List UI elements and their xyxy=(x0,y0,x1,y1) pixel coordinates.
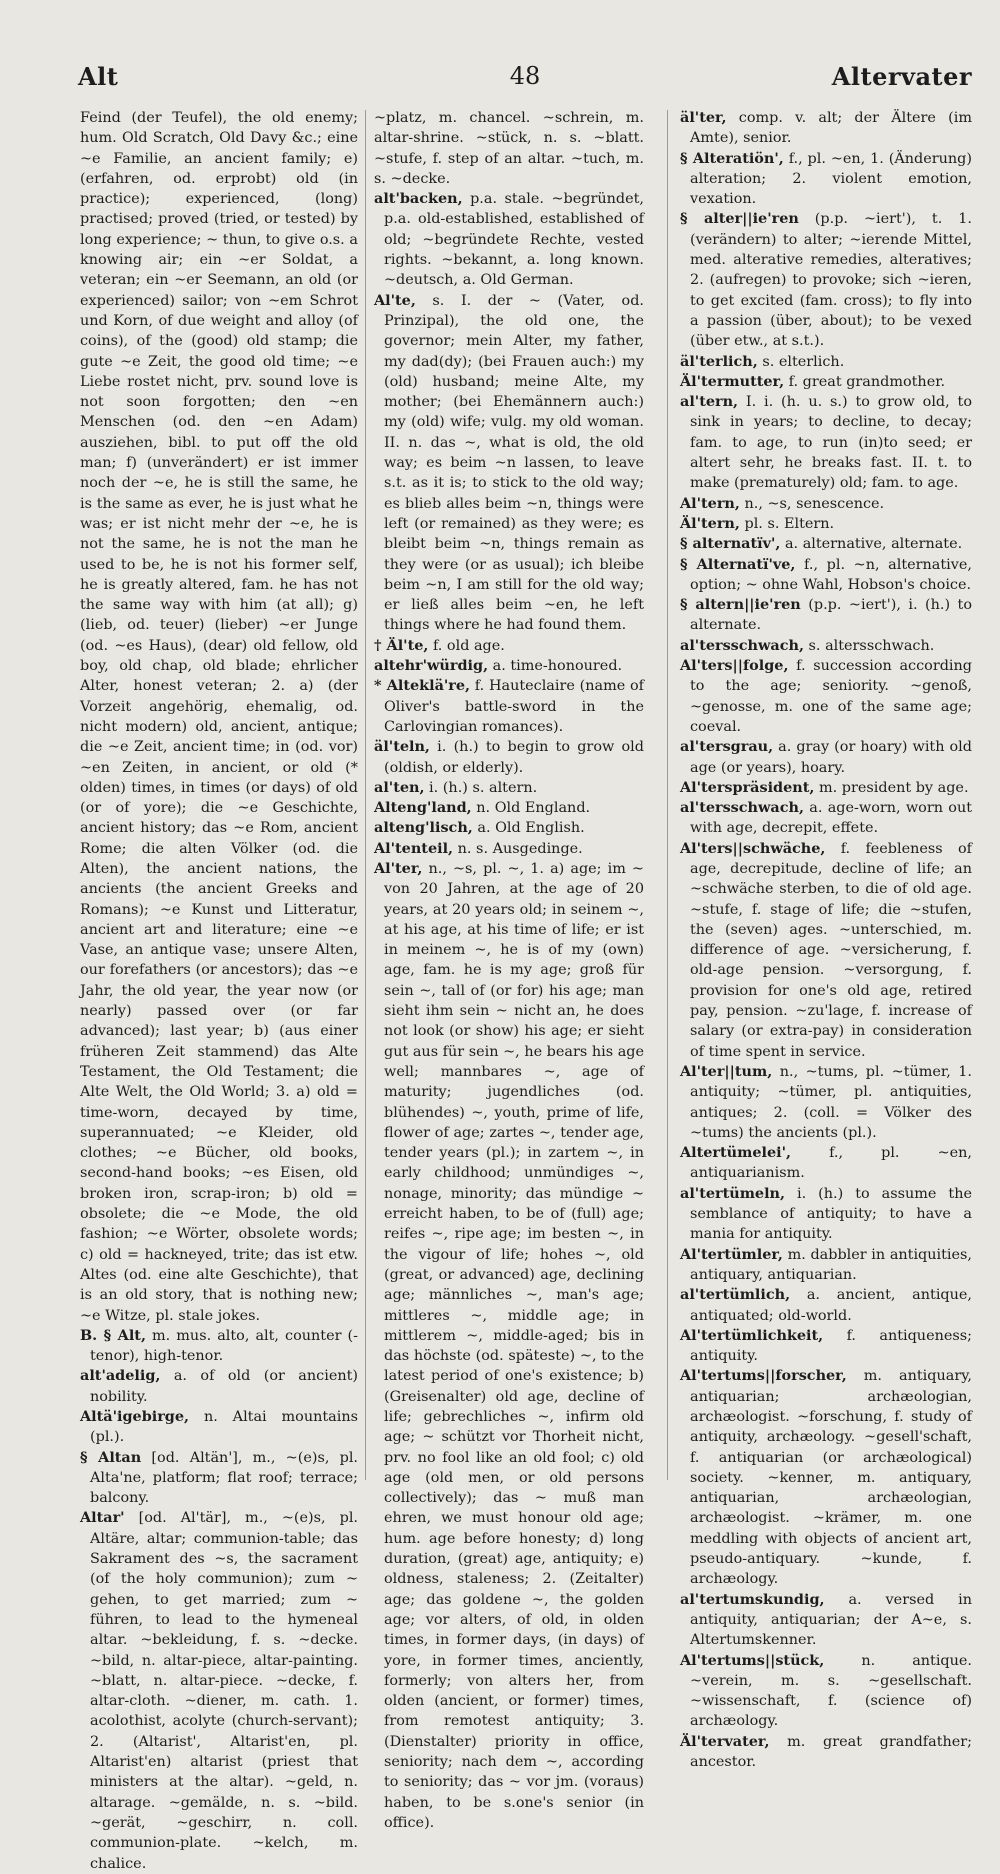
dictionary-entry xyxy=(680,514,972,534)
column-divider xyxy=(667,110,668,1480)
entry-text: a. Old English. xyxy=(472,820,585,837)
entry-headword: § Alternatï've, xyxy=(680,555,796,573)
entry-headword: äl'ter, xyxy=(680,109,727,126)
entry-headword: alt'backen, xyxy=(374,190,463,208)
dictionary-entry xyxy=(374,859,644,1833)
dictionary-entry xyxy=(80,108,358,1326)
entry-headword: Äl'termutter, xyxy=(680,372,785,390)
entry-text: n. Altai mountains (pl.). xyxy=(90,1409,358,1446)
dictionary-entry xyxy=(680,737,972,778)
entry-text: n. antique. ~verein, m. s. ~gesellschaft. ~wissenschaft, f. (science of) archæology. xyxy=(690,1652,972,1730)
dictionary-entry xyxy=(374,778,644,798)
dictionary-entry xyxy=(680,839,972,1062)
dictionary-entry xyxy=(374,656,644,676)
entry-headword: Äl'tern, xyxy=(680,514,740,532)
entry-text: f., pl. ~en, 1. (Änderung) alteration; 2. violent emotion, vexation. xyxy=(690,150,972,208)
entry-text: f. great grandmother. xyxy=(784,373,946,390)
entry-headword: Al'tertümler, xyxy=(680,1245,783,1263)
entry-headword: alt'adelig, xyxy=(80,1367,161,1385)
entry-headword: * Alteklä're, xyxy=(374,677,471,695)
dictionary-entry xyxy=(680,636,972,656)
entry-headword: al'tertumskundig, xyxy=(680,1590,825,1608)
entry-headword: Al'te, xyxy=(374,291,416,309)
entry-headword: Al'terspräsident, xyxy=(680,778,815,796)
entry-headword: B. § Alt, xyxy=(80,1326,146,1344)
entry-text: s. I. der ~ (Vater, od. Prinzipal), the old one, the governor; mein Alter, my father, my dad(dy); (bei Frauen auch:) my (old) husband; meine Alte, my mother; (bei Ehemännern auch:) my (old) wife; vulg. my old woman. II. n. das ~, what is old, the old way; es beim ~n lassen, to leave s.t. as it is; to stick to the old way; es blieb alles beim ~n, things were left (or remained) as they were; es bleibt beim ~n, things remain as they were (or as usual); ich bleibe beim ~n, I am still for the old way; er ließ alles beim ~en, he left things where he had found them. xyxy=(384,292,644,634)
entry-text: a. of old (or ancient) nobility. xyxy=(90,1368,358,1405)
entry-text: i. (h.) to assume the semblance of antiquity; to have a mania for antiquity. xyxy=(690,1185,972,1243)
dictionary-entry xyxy=(680,1732,972,1773)
entry-text: n. s. Ausgedinge. xyxy=(453,840,583,857)
dictionary-entry xyxy=(680,1143,972,1184)
dictionary-entry xyxy=(374,818,644,838)
entry-headword: § Altan xyxy=(80,1448,142,1466)
entry-text: n. Old England. xyxy=(471,800,591,817)
entry-text: I. i. (h. u. s.) to grow old, to sink in years; to decline, to decay; fam. to age, to run (in)to seed; er altert sehr, he breaks fast. II. t. to make (prematurely) old; fam. to age. xyxy=(690,394,972,492)
page-number: 48 xyxy=(509,62,541,90)
entry-headword: Al'tertums||forscher, xyxy=(680,1367,847,1385)
dictionary-entry xyxy=(680,1326,972,1367)
dictionary-entry xyxy=(680,372,972,392)
dictionary-entry xyxy=(374,676,644,737)
dictionary-entry xyxy=(374,291,644,636)
entry-headword: altehr'würdig, xyxy=(374,657,489,675)
entry-text: f. succession according to the age; seniority. ~genoß, ~genosse, m. one of the same age; coeval. xyxy=(690,658,972,735)
dictionary-entry xyxy=(374,636,644,656)
entry-headword: Al'ter||tum, xyxy=(680,1062,773,1080)
entry-headword: Al'tenteil, xyxy=(374,839,454,857)
entry-text: f., pl. ~en, antiquarianism. xyxy=(690,1145,972,1182)
entry-text: (p.p. ~iert'), t. 1. (verändern) to alter; ~ierende Mittel, med. alterative remedies, alteratives; 2. (aufregen) to provoke; sich ~ieren, to get excited (fam. cross); to fly into a passion (über, about); to be vexed (über etw., at s.t.). xyxy=(690,211,972,350)
entry-text: n., ~tums, pl. ~tümer, 1. antiquity; ~tümer, pl. antiquities, antiques; 2. (coll. = Völker des ~tums) the ancients (pl.). xyxy=(690,1063,972,1141)
entry-text: comp. v. alt; der Ältere (im Amte), senior. xyxy=(690,110,972,147)
entry-headword: Altä'igebirge, xyxy=(80,1408,190,1425)
entry-text: m. great grandfather; ancestor. xyxy=(690,1733,972,1771)
entry-text: s. elterlich. xyxy=(757,353,845,370)
entry-text: m. mus. alto, alt, counter (-tenor), high-tenor. xyxy=(90,1327,359,1365)
entry-text: a. time-honoured. xyxy=(488,658,623,675)
dictionary-entry xyxy=(374,189,644,290)
entry-text: ~platz, m. chancel. ~schrein, m. altar-shrine. ~stück, n. s. ~blatt. ~stufe, f. step of an altar. ~tuch, m. s. ~decke. xyxy=(374,110,644,187)
entry-text: a. age-worn, worn out with age, decrepit, effete. xyxy=(690,800,972,837)
dictionary-entry xyxy=(80,1448,358,1509)
column-2 xyxy=(374,108,644,1831)
entry-text: Feind (der Teufel), the old enemy; hum. Old Scratch, Old Davy &c.; eine ~e Familie, an ancient family; e) (erfahren, od. erprobt) old (in practice); experienced, (long) practised; proved (tried, or tested) by long experience; ~ thun, to give o.s. a knowing air; ein ~er Soldat, a veteran; ein ~er Seemann, an old (or experienced) sailor; von ~em Schrot und Korn, of due weight and alloy (of coins), of the (good) old stamp; die gute ~e Zeit, the good old time; ~e Liebe rostet nicht, prv. sound love is not soon forgotten; den ~en Menschen (od. den ~en Adam) ausziehen, bibl. to put off the old man; f) (unverändert) er ist immer noch der ~e, he is still the same, he is the same as ever, he is just what he was; er ist nicht mehr der ~e, he is not the same, he is not the man he used to be, he is not his former self, he is greatly altered, fam. he has not the same way with him (at all); g) (lieb, od. teuer) (lieber) ~er Junge (od. ~es Haus), (dear) old fellow, old boy, old chap, old blade; ehrlicher Alter, honest veteran; 2. a) (der Vorzeit angehörig, ehemalig, od. nicht modern) old, ancient, antique; die ~e Zeit, ancient time; in (od. vor) ~en Zeiten, in ancient, or old (* olden) times, in times (or days) of old (or of yore); die ~e Geschichte, ancient history; das ~e Rom, ancient Rome; die alten Völker (od. die Alten), the ancient nations, the ancients (the ancient Greeks and Romans); ~e Kunst und Litteratur, ancient art and literature; eine ~e Vase, an antique vase; unsere Alten, our forefathers (or ancestors); das ~e Jahr, the old year, the year now (or nearly) passed over (or far advanced); last year; b) (aus einer früheren Zeit stammend) das Alte Testament, the Old Testament; die Alte Welt, the Old World; 3. a) old = time-worn, decayed by time, superannuated; ~e Kleider, old clothes; ~e Bücher, old books, second-hand books; ~es Eisen, old broken iron, scrap-iron; b) old = obsolete; die ~e Mode, the old fashion; ~e Wörter, obsolete words; c) old = hackneyed, trite; das ist etw. Altes (od. eine alte Geschichte), that is an old story, that is nothing new; ~e Witze, pl. stale jokes. xyxy=(80,110,358,1324)
entry-headword: Altertümelei', xyxy=(680,1144,792,1162)
entry-text: n., ~s, senescence. xyxy=(739,495,885,512)
column-1 xyxy=(80,108,359,1872)
column-3 xyxy=(680,108,972,1771)
entry-headword: al'ten, xyxy=(374,778,425,796)
dictionary-entry xyxy=(680,149,972,210)
dictionary-entry xyxy=(680,1366,972,1589)
dictionary-entry xyxy=(680,1245,972,1286)
entry-headword: al'tersschwach, xyxy=(680,636,804,654)
entry-headword: Al'tern, xyxy=(680,494,740,512)
entry-text: f. antiqueness; antiquity. xyxy=(690,1327,972,1365)
entry-headword: alteng'lisch, xyxy=(374,819,473,837)
dictionary-entry xyxy=(374,108,644,189)
page-header xyxy=(78,62,972,98)
entry-headword: äl'terlich, xyxy=(680,352,758,370)
dictionary-entry xyxy=(680,595,972,636)
entry-text: [od. Al'tär], m., ~(e)s, pl. Altäre, altar; communion-table; das Sakrament des ~s, the sacrament (of the holy communion); zum ~ gehen, to get married; zum ~ führen, to lead to the hymeneal altar. ~bekleidung, f. s. ~decke. ~bild, n. altar-piece, altar-painting. ~blatt, n. altar-piece. ~decke, f. altar-cloth. ~diener, m. cath. 1. acolothist, acolyte (church-servant); 2. (Altarist', Altarist'en, pl. Altarist'en) altarist (priest that ministers at the altar). ~geld, n. altarage. ~gemälde, n. s. ~bild. ~gerät, ~geschirr, n. coll. communion-plate. ~kelch, m. chalice. xyxy=(90,1510,358,1872)
entry-text: pl. s. Eltern. xyxy=(739,515,835,532)
dictionary-entry xyxy=(680,555,972,596)
entry-headword: § Alteratiön', xyxy=(680,149,784,167)
entry-text: i. (h.) to begin to grow old (oldish, or elderly). xyxy=(384,739,644,776)
dictionary-entry xyxy=(680,656,972,737)
dictionary-entry xyxy=(680,209,972,351)
dictionary-entry xyxy=(80,1508,358,1873)
entry-text: (p.p. ~iert'), i. (h.) to alternate. xyxy=(690,597,972,634)
entry-text: f. feebleness of age, decrepitude, decline of life; an ~schwäche sterben, to die of old age. ~stufe, f. stage of life; die ~stufen, the (seven) ages. ~unterschied, m. difference of age. ~versicherung, f. old-age pension. ~versorgung, f. provision for one's old age, retired pay, pension. ~zu'lage, f. increase of salary (or extra-pay) in consideration of time spent in service. xyxy=(690,840,972,1060)
entry-text: p.a. stale. ~begründet, p.a. old-established, established of old; ~begründete Rechte, vested rights. ~bekannt, a. long known. ~deutsch, a. Old German. xyxy=(384,191,644,289)
entry-headword: Al'tertümlichkeit, xyxy=(680,1326,824,1344)
entry-headword: Al'tertums||stück, xyxy=(680,1651,825,1669)
dictionary-entry xyxy=(374,798,644,818)
entry-text: s. altersschwach. xyxy=(803,637,935,654)
dictionary-entry xyxy=(374,839,644,859)
entry-headword: al'tern, xyxy=(680,393,739,411)
entry-headword: al'tertümeln, xyxy=(680,1184,786,1202)
column-divider xyxy=(365,110,366,1480)
entry-headword: Alteng'land, xyxy=(374,799,472,817)
entry-headword: Al'ter, xyxy=(374,859,423,877)
right-running-headword: Altervater xyxy=(831,62,972,91)
entry-headword: al'tertümlich, xyxy=(680,1286,791,1304)
dictionary-entry xyxy=(680,1651,972,1732)
entry-text: a. alternative, alternate. xyxy=(780,536,963,553)
entry-text: f. old age. xyxy=(428,637,505,654)
entry-headword: § alternatïv', xyxy=(680,535,781,553)
entry-headword: Al'ters||folge, xyxy=(680,657,789,675)
entry-text: m. dabbler in antiquities, antiquary, antiquarian. xyxy=(690,1246,972,1283)
entry-headword: Äl'tervater, xyxy=(680,1732,770,1750)
entry-headword: äl'teln, xyxy=(374,738,430,756)
dictionary-entry xyxy=(680,494,972,514)
dictionary-entry xyxy=(680,534,972,554)
entry-text: a. versed in antiquity, antiquarian; der A~e, s. Altertumskenner. xyxy=(690,1591,972,1649)
entry-text: n., ~s, pl. ~, 1. a) age; im ~ von 20 Jahren, at the age of 20 years, at 20 years old; in seinem ~, at his age, at his time of life; er ist in meinem ~, he is of my (own) age, fam. he is my age; groß für sein ~, tall of (or for) his age; man sieht ihm sein ~ nicht an, he does not look (or show) his age; er sieht gut aus für sein ~, he bears his age well; mannbares ~, age of maturity; jugendliches (od. blühendes) ~, youth, prime of life, flower of age; zartes ~, tender age, tender years (pl.); in zartem ~, in early childhood; unmündiges ~, nonage, minority; das mündige ~ erreicht haben, to be of (full) age; reifes ~, ripe age; im besten ~, in the vigour of life; hohes ~, old (great, or advanced) age, declining age; männliches ~, man's age; mittleres ~, middle age; in mittlerem ~, middle-aged; bis in das höchste (od. späteste) ~, to the latest period of one's existence; b) (Greisenalter) old age, decline of life; gebrechliches ~, infirm old age; ~ schützt vor Thorheit nicht, prv. no fool like an old fool; c) old age (old men, or old persons collectively); das ~ muß man ehren, we must honour old age; hum. age before honesty; d) long duration, (great) age, antiquity; e) oldness, staleness; 2. (Zeitalter) age; das goldene ~, the golden age; vor alters, of old, in olden times, in former days, (in days) of yore, in former times, anciently, formerly; von alters her, from olden (ancient, or former) times, from remotest antiquity; 3. (Dienstalter) priority in office, seniority; nach dem ~, according to seniority; das ~ vor jm. (voraus) haben, to be s.one's senior (in office). xyxy=(384,860,644,1831)
dictionary-entry xyxy=(680,1062,972,1143)
entry-text: m. president by age. xyxy=(814,779,969,796)
entry-headword: Al'ters||schwäche, xyxy=(680,839,826,857)
entry-headword: Altar' xyxy=(80,1509,125,1527)
dictionary-entry xyxy=(680,392,972,493)
entry-headword: § altern||ie'ren xyxy=(680,596,801,614)
entry-text: a. ancient, antique, antiquated; old-world. xyxy=(690,1287,972,1324)
dictionary-entry xyxy=(680,1590,972,1651)
dictionary-entry xyxy=(80,1407,358,1448)
entry-headword: al'tersgrau, xyxy=(680,738,774,756)
dictionary-entry xyxy=(374,737,644,778)
entry-text: [od. Altän'], m., ~(e)s, pl. Alta'ne, platform; flat roof; terrace; balcony. xyxy=(90,1449,358,1507)
dictionary-entry xyxy=(680,1184,972,1245)
entry-text: i. (h.) s. altern. xyxy=(424,779,538,796)
dictionary-entry xyxy=(680,778,972,798)
dictionary-entry xyxy=(80,1366,358,1407)
dictionary-entry xyxy=(680,108,972,149)
dictionary-entry xyxy=(80,1326,358,1367)
entry-headword: § alter||ie'ren xyxy=(680,210,799,228)
entry-text: m. antiquary, antiquarian; archæologian, archæologist. ~forschung, f. study of antiquity, archæology. ~gesell'schaft, f. antiquarian (or archæological) society. ~kenner, m. antiquary, antiquarian, archæologian, archæologist. ~krämer, m. one meddling with objects of ancient art, pseudo-antiquary. ~kunde, f. archæology. xyxy=(690,1368,972,1588)
entry-text: a. gray (or hoary) with old age (or years), hoary. xyxy=(690,739,972,776)
left-running-headword: Alt xyxy=(78,62,119,91)
dictionary-entry xyxy=(680,352,972,372)
entry-text: f. Hauteclaire (name of Oliver's battle-sword in the Carlovingian romances). xyxy=(384,678,644,735)
entry-headword: al'tersschwach, xyxy=(680,799,804,817)
entry-text: f., pl. ~n, alternative, option; ~ ohne Wahl, Hobson's choice. xyxy=(690,556,972,593)
dictionary-entry xyxy=(680,798,972,839)
dictionary-entry xyxy=(680,1285,972,1326)
entry-headword: † Äl'te, xyxy=(374,636,429,654)
